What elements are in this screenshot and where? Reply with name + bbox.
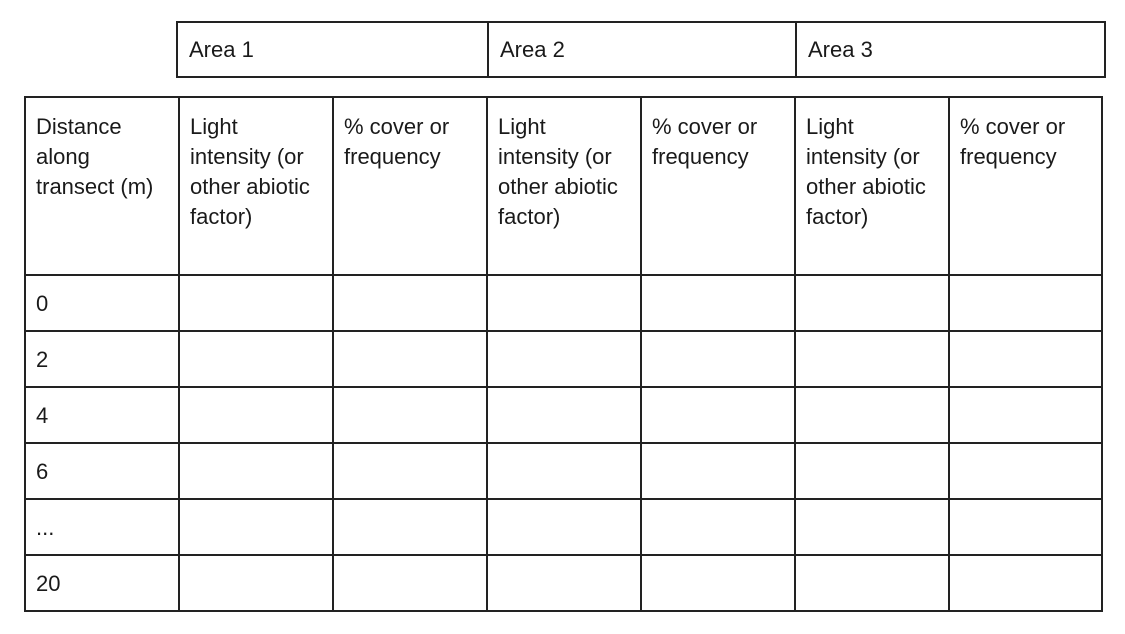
transect-data-table <box>24 96 1103 612</box>
distance-header: Distance along transect (m) <box>25 97 179 275</box>
table-row <box>25 443 1102 499</box>
empty-cell <box>333 331 487 387</box>
empty-cell <box>333 275 487 331</box>
empty-cell <box>487 331 641 387</box>
empty-cell <box>487 499 641 555</box>
empty-cell <box>949 499 1102 555</box>
distance-cell: 2 <box>25 331 179 387</box>
distance-cell: ... <box>25 499 179 555</box>
empty-cell <box>949 275 1102 331</box>
empty-cell <box>795 499 949 555</box>
area-1-label: Area 1 <box>178 23 489 76</box>
empty-cell <box>487 387 641 443</box>
empty-cell <box>179 555 333 611</box>
table-row <box>25 275 1102 331</box>
empty-cell <box>487 443 641 499</box>
empty-cell <box>795 387 949 443</box>
empty-cell <box>333 555 487 611</box>
empty-cell <box>641 555 795 611</box>
empty-cell <box>795 443 949 499</box>
empty-cell <box>179 499 333 555</box>
empty-cell <box>333 387 487 443</box>
distance-cell: 0 <box>25 275 179 331</box>
empty-cell <box>641 499 795 555</box>
empty-cell <box>179 331 333 387</box>
empty-cell <box>179 443 333 499</box>
empty-cell <box>487 275 641 331</box>
area-3-cover-header: % cover or frequency <box>949 97 1102 275</box>
table-row <box>25 331 1102 387</box>
table-header-row <box>25 97 1102 275</box>
area-2-light-header: Light intensity (or other abiotic factor) <box>487 97 641 275</box>
empty-cell <box>949 443 1102 499</box>
area-3-light-header: Light intensity (or other abiotic factor) <box>795 97 949 275</box>
empty-cell <box>641 443 795 499</box>
empty-cell <box>641 275 795 331</box>
empty-cell <box>487 555 641 611</box>
empty-cell <box>179 387 333 443</box>
area-1-cover-header: % cover or frequency <box>333 97 487 275</box>
empty-cell <box>949 555 1102 611</box>
empty-cell <box>333 443 487 499</box>
table-row <box>25 499 1102 555</box>
table-row <box>25 555 1102 611</box>
empty-cell <box>641 331 795 387</box>
empty-cell <box>795 275 949 331</box>
area-2-label: Area 2 <box>489 23 797 76</box>
area-1-light-header: Light intensity (or other abiotic factor) <box>179 97 333 275</box>
empty-cell <box>795 555 949 611</box>
distance-cell: 4 <box>25 387 179 443</box>
area-header-row <box>176 21 1106 78</box>
empty-cell <box>795 331 949 387</box>
area-2-cover-header: % cover or frequency <box>641 97 795 275</box>
area-3-label: Area 3 <box>808 37 873 62</box>
empty-cell <box>333 499 487 555</box>
distance-cell: 20 <box>25 555 179 611</box>
empty-cell <box>949 331 1102 387</box>
distance-cell: 6 <box>25 443 179 499</box>
empty-cell <box>641 387 795 443</box>
table-row <box>25 387 1102 443</box>
empty-cell <box>949 387 1102 443</box>
empty-cell <box>179 275 333 331</box>
